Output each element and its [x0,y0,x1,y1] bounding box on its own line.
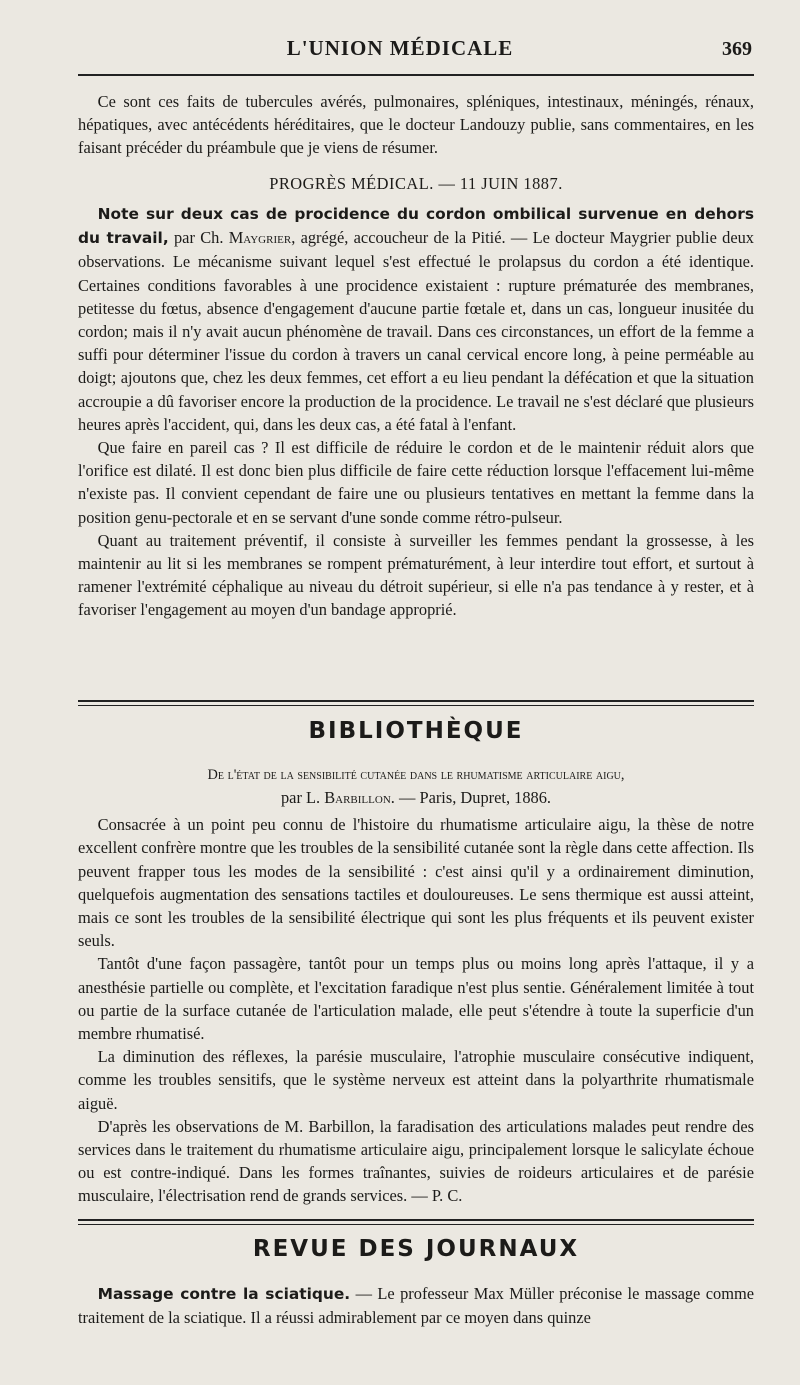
section-rule-bottom-thin [78,1224,754,1225]
revue-article-text: — Le professeur Max Müller préconise le massage comme traitement de la sciatique. Il a réussi admirablement par ce moyen dans quinze [78,1284,754,1328]
bibliotheque-section [78,764,754,1208]
book-title: De l'état de la sensibilité cutanée dans le rhumatisme articulaire aigu, [207,767,625,783]
note-paragraph-3: Quant au traitement préventif, il consiste à surveiller les femmes pendant la grossesse, à les maintenir au lit si les membranes se rompent prématurément, à leur interdire tout effort, et surtout à ramener l'extrémité céphalique au niveau du détroit supérieur, si elle n'a pas tendance à y rester, et à favoriser l'engagement au moyen d'un bandage approprié. [78,530,754,620]
page-header [0,30,800,70]
section-rule-bottom [78,1219,754,1221]
header-rule [78,74,754,76]
book-publication: . — Paris, Dupret, 1886. [390,788,552,807]
revue-heading: REVUE DES JOURNAUX [252,1236,580,1262]
intro-section [78,90,754,195]
section-rule-top-thin [78,705,754,706]
note-paragraph-1 [78,202,754,436]
journal-title: L'UNION MÉDICALE [286,36,514,60]
book-author: Barbillon [324,788,391,807]
book-title-line [78,764,754,786]
note-author-prefix: par Ch. [168,228,229,248]
note-title: Note sur deux cas de procidence du cordon ombilical survenue en dehors du travail, [78,205,754,248]
revue-article-title: Massage contre la sciatique. [97,1285,351,1303]
biblio-paragraph-1: Consacrée à un point peu connu de l'histoire du rhumatisme articulaire aigu, la thèse de notre excellent confrère montre que les troubles de la sensibilité cutanée sont la règle dans cette affection. Ils peuvent frapper tous les modes de la sensibilité : c'est ainsi qu'il y a ordinairement diminution, quelquefois augmentation des sensations tactiles et douloureuses. Le sens thermique est aussi atteint, mais ce sont les troubles de la sensibilité électrique qui sont les plus fréquents et ils peuvent exister seuls. [78,815,754,951]
revue-paragraph [78,1282,754,1329]
biblio-paragraph-4: D'après les observations de M. Barbillon, la faradisation des articulations malades peut rendre des services dans le traitement du rhumatisme articulaire aigu, principalement lorsque le salicylate échoue ou est contre-indiqué. Dans les formes traînantes, suivies de roideurs articulaires et de parésie musculaire, l'électrisation rend de grands services. — P. C. [78,1116,754,1206]
biblio-paragraph-3: La diminution des réflexes, la parésie musculaire, l'atrophie musculaire consécutive indiquent, comme les troubles sensitifs, que le système nerveux est atteint dans la polyarthrite rhumatismale aiguë. [78,1047,754,1113]
intro-paragraph: Ce sont ces faits de tubercules avérés, pulmonaires, spléniques, intestinaux, méningés, rénaux, hépatiques, avec antécédents héréditaires, que le docteur Landouzy publie, sans commentaires, en les faisant précéder du préambule que je viens de résumer. [78,92,754,158]
page-number: 369 [722,38,752,60]
note-article [78,202,754,622]
note-text: , agrégé, accoucheur de la Pitié. — Le docteur Maygrier publie deux observations. Le mécanisme suivant lequel s'est effectué le prolapsus du cordon a été identique. Certaines conditions favorables à une procidence existaient : rupture prématurée des membranes, petitesse du fœtus, absence d'engagement d'aucune partie fœtale et, dans un cas, longueur inusitée du cordon; mais il n'y avait aucun phénomène de travail. Dans ces circonstances, un effort de la femme a suffi pour déterminer l'issue du cordon à travers un canal cervical encore long, à peine perméable au doigt; ajoutons que, chez les deux femmes, cet effort a eu lieu pendant la défécation et que la situation accroupie a dû favoriser encore la production de la procidence. Le travail ne s'est déclaré que plusieurs heures après l'accident, qui, dans les deux cas, a été fatal à l'enfant. [78,228,754,434]
biblio-paragraph-2: Tantôt d'une façon passagère, tantôt pour un temps plus ou moins long après l'attaque, il y a anesthésie partielle ou complète, et l'excitation faradique n'est plus sentie. Généralement limitée à tout ou partie de la surface cutanée de l'articulation malade, elle peut s'étendre à toute la superficie d'un membre rhumatisé. [78,954,754,1044]
intro-source: PROGRÈS MÉDICAL. — 11 JUIN 1887. [269,173,563,193]
revue-section [78,1282,754,1329]
book-author-line [78,786,754,809]
bibliotheque-heading: BIBLIOTHÈQUE [308,718,524,744]
note-author-name: Maygrier [228,228,292,248]
section-rule-top [78,700,754,702]
book-author-prefix: par L. [280,788,325,807]
note-paragraph-2: Que faire en pareil cas ? Il est difficile de réduire le cordon et de le maintenir réduit alors que l'orifice est dilaté. Il est donc bien plus difficile de faire cette réduction lorsque l'effacement lui-même n'existe pas. Il convient cependant de faire une ou plusieurs tentatives en mettant la femme dans la position genu-pectorale et en se servant d'une sonde comme rétro-pulseur. [78,438,754,527]
